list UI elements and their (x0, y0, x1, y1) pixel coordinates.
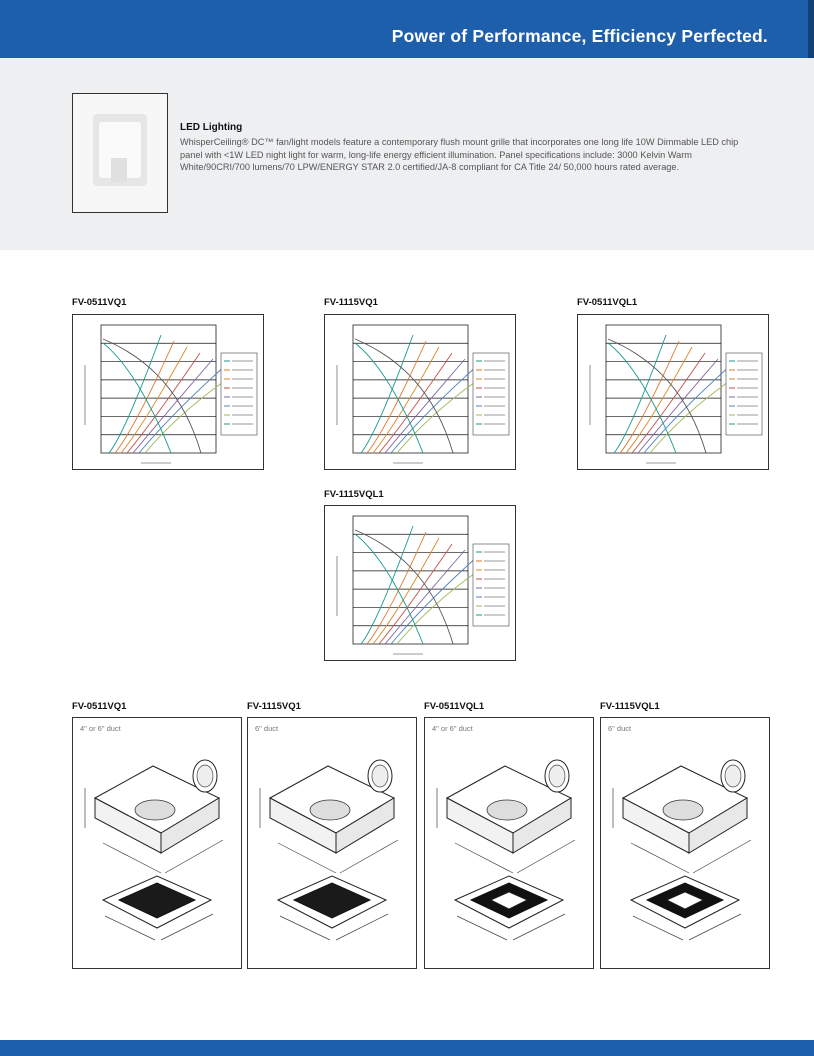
blower-opening (487, 800, 527, 820)
performance-chart-svg-2 (325, 315, 515, 469)
led-product-photo (72, 93, 168, 213)
chart-title-4: FV-1115VQL1 (324, 489, 384, 500)
duct-note-4: 6" duct (608, 724, 632, 733)
led-description: WhisperCeiling® DC™ fan/light models feature a contemporary flush mount grille that incorporates one long life 10W Dimmable LED chip panel with <1W LED night light for warm, long-life energy efficient illumination. Panel specifications include: 3000 Kelvin Warm White/90CRI/700 lumens/70 LPW/ENERGY STAR 2.0 certified/JA-8 compliant for CA Title 24/ 50,000 hours rated average. (180, 137, 739, 173)
duct-collar-inner (549, 765, 565, 787)
duct-collar-inner (372, 765, 388, 787)
blower-opening (310, 800, 350, 820)
performance-chart-1 (72, 314, 264, 470)
duct-note-3: 4" or 6" duct (432, 724, 473, 733)
led-heading: LED Lighting (180, 122, 243, 133)
chart-title-1: FV-0511VQ1 (72, 297, 127, 308)
duct-note-1: 4" or 6" duct (80, 724, 121, 733)
dimension-title-4: FV-1115VQL1 (600, 701, 660, 712)
header-banner (0, 0, 814, 58)
page-title: Power of Performance, Efficiency Perfected. (391, 26, 768, 46)
plot-area (606, 325, 721, 453)
dimension-title-1: FV-0511VQ1 (72, 701, 127, 712)
chart-title-3: FV-0511VQL1 (577, 297, 638, 308)
plot-area (353, 325, 468, 453)
duct-note-2: 6" duct (255, 724, 279, 733)
blower-opening (135, 800, 175, 820)
dimension-drawing-2 (247, 717, 417, 969)
dimension-title-2: FV-1115VQ1 (247, 701, 301, 712)
footer-bar (0, 1040, 814, 1056)
performance-chart-4 (324, 505, 516, 661)
duct-collar-inner (197, 765, 213, 787)
dimension-drawing-4 (600, 717, 770, 969)
plot-area (353, 516, 468, 644)
performance-chart-2 (324, 314, 516, 470)
dimension-svg-1 (73, 718, 241, 968)
legend-box (473, 353, 509, 435)
performance-chart-svg-1 (73, 315, 263, 469)
blower-opening (663, 800, 703, 820)
performance-chart-svg-4 (325, 506, 515, 660)
dimension-drawing-1 (72, 717, 242, 969)
dimension-drawing-3 (424, 717, 594, 969)
dimension-svg-4 (601, 718, 769, 968)
duct-collar-inner (725, 765, 741, 787)
legend-box (221, 353, 257, 435)
dimension-svg-2 (248, 718, 416, 968)
performance-chart-svg-3 (578, 315, 768, 469)
dimension-title-3: FV-0511VQL1 (424, 701, 485, 712)
header-edge (808, 0, 814, 58)
plot-area (101, 325, 216, 453)
chart-title-2: FV-1115VQ1 (324, 297, 378, 308)
legend-box (473, 544, 509, 626)
performance-chart-3 (577, 314, 769, 470)
led-photo-graphic (73, 94, 167, 212)
legend-box (726, 353, 762, 435)
dimension-svg-3 (425, 718, 593, 968)
